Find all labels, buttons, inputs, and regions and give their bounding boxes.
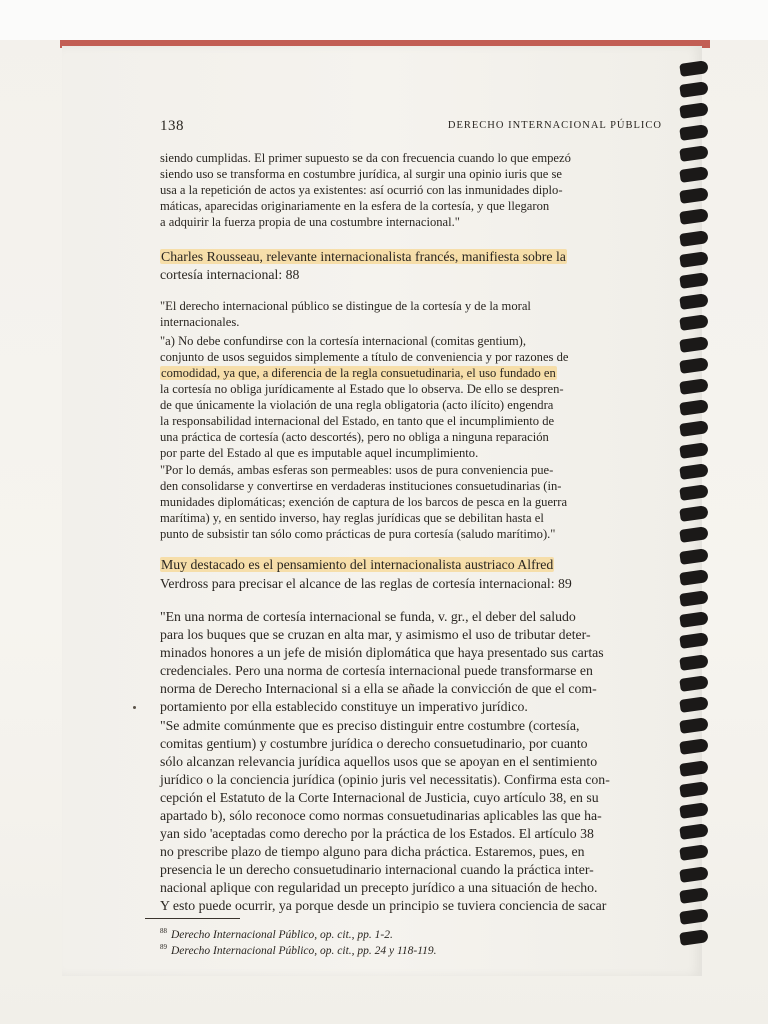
body-line: jurídico o la conciencia jurídica (opinio juris vel necessitatis). Confirma esta con- <box>160 772 610 787</box>
binding-ring <box>679 929 709 946</box>
binding-ring <box>679 209 709 226</box>
binding-ring <box>679 399 709 416</box>
footnote <box>160 940 437 958</box>
body-line: comitas gentium) y costumbre jurídica o derecho consuetudinario, por cuanto <box>160 736 588 751</box>
binding-ring <box>679 145 709 162</box>
binding-ring <box>679 696 709 713</box>
body-line: munidades diplomáticas; exención de captura de los barcos de pesca en la guerra <box>160 495 568 509</box>
highlight: Charles Rousseau, relevante internacionalista francés, manifiesta sobre la <box>161 249 566 264</box>
body-line <box>160 556 664 574</box>
body-line: la cortesía no obliga jurídicamente al Estado que lo observa. De ello se despren- <box>160 382 564 396</box>
binding-ring <box>679 187 709 204</box>
body-line: no prescribe plazo de tiempo alguno para dicha práctica. Estaremos, pues, en <box>160 844 585 859</box>
binding-ring <box>679 81 709 98</box>
footnote-text: Derecho Internacional Público, op. cit., pp. 1-2. <box>171 928 393 941</box>
highlight: comodidad, ya que, a diferencia de la regla consuetudinaria, el uso fundado en <box>161 366 556 380</box>
footnote-rule <box>145 918 240 919</box>
body-line: "a) No debe confundirse con la cortesía internacional (comitas gentium), <box>160 334 527 348</box>
binding-ring <box>679 505 709 522</box>
body-line: conjunto de usos seguidos simplemente a título de conveniencia y por razones de <box>160 350 569 364</box>
body-line: siendo uso se transforma en costumbre jurídica, al surgir una opinio iuris que se <box>160 167 562 181</box>
body-line: de que únicamente la violación de una regla obligatoria (acto ilícito) engendra <box>160 398 554 412</box>
body-line: yan sido 'aceptadas como derecho por la práctica de los Estados. El artículo 38 <box>160 826 594 841</box>
body-line: portamiento por ella establecido constituye un imperativo jurídico. <box>160 699 528 714</box>
binding-ring <box>679 124 709 141</box>
body-line: por parte del Estado al que es imputable aquel incumplimiento. <box>160 446 479 460</box>
footnote-text: Derecho Internacional Público, op. cit., pp. 24 y 118-119. <box>171 944 437 957</box>
binding-ring <box>679 548 709 565</box>
binding-ring <box>679 527 709 544</box>
body-line: punto de subsistir tan sólo como prácticas de pura cortesía (saludo marítimo)." <box>160 527 556 541</box>
body-line: la responsabilidad internacional del Estado, en tanto que el incumplimiento de <box>160 414 555 428</box>
body-line: marítima) y, en sentido inverso, hay reglas jurídicas que se debilitan hasta el <box>160 511 544 525</box>
binding-ring <box>679 802 709 819</box>
binding-ring <box>679 442 709 459</box>
body-line: norma de Derecho Internacional si a ella se añade la convicción de que el com- <box>160 681 597 696</box>
running-head: DERECHO INTERNACIONAL PÚBLICO <box>447 120 662 131</box>
body-line: a adquirir la fuerza propia de una costumbre internacional." <box>160 215 460 229</box>
body-line: "Por lo demás, ambas esferas son permeables: usos de pura conveniencia pue- <box>160 463 554 477</box>
body-line: sólo alcanzan relevancia jurídica aquellos usos que se apoyan en el sentimiento <box>160 754 598 769</box>
body-line: usa a la repetición de actos ya existentes: así ocurrió con las inmunidades diplo- <box>160 183 563 197</box>
binding-ring <box>679 823 709 840</box>
binding-ring <box>679 336 709 353</box>
body-line: nacional aplique con regularidad un precepto jurídico a una situación de hecho. <box>160 880 598 895</box>
body-line: credenciales. Pero una norma de cortesía internacional puede transformarse en <box>160 663 593 678</box>
ink-mark <box>133 706 136 709</box>
body-line: para los buques que se cruzan en alta mar, y asimismo el uso de tributar deter- <box>160 627 591 642</box>
body-line: cortesía internacional: 88 <box>160 267 300 282</box>
binding-ring <box>679 230 709 247</box>
binding-ring <box>679 272 709 289</box>
binding-ring <box>679 781 709 798</box>
binding-ring <box>679 60 709 77</box>
body-line <box>160 248 664 266</box>
spiral-binding <box>676 50 716 950</box>
binding-ring <box>679 293 709 310</box>
body-line: Y esto puede ocurrir, ya porque desde un principio se tuviera conciencia de sacar <box>160 898 607 913</box>
body-line: presencia le un derecho consuetudinario internacional cuando la práctica inter- <box>160 862 594 877</box>
body-line: "Se admite comúnmente que es preciso distinguir entre costumbre (cortesía, <box>160 718 580 733</box>
body-line: cepción el Estatuto de la Corte Internacional de Justicia, cuyo artículo 38, en su <box>160 790 599 805</box>
binding-ring <box>679 887 709 904</box>
binding-ring <box>679 611 709 628</box>
binding-ring <box>679 760 709 777</box>
body-line: "En una norma de cortesía internacional se funda, v. gr., el deber del saludo <box>160 609 576 624</box>
body-line: "El derecho internacional público se distingue de la cortesía y de la moral <box>160 299 531 313</box>
binding-ring <box>679 590 709 607</box>
body-line: minados honores a un jefe de misión diplomática que haya presentado sus cartas <box>160 645 604 660</box>
binding-ring <box>679 654 709 671</box>
binding-ring <box>679 421 709 438</box>
highlight: Muy destacado es el pensamiento del internacionalista austriaco Alfred <box>161 557 554 572</box>
body-line <box>160 365 664 381</box>
body-line: siendo cumplidas. El primer supuesto se da con frecuencia cuando lo que empezó <box>160 151 571 165</box>
binding-ring <box>679 739 709 756</box>
top-margin <box>0 0 768 40</box>
binding-ring <box>679 166 709 183</box>
footnote-mark: 88 <box>160 927 167 935</box>
body-line: máticas, aparecidas originariamente en la esfera de la cortesía, y que llegaron <box>160 199 550 213</box>
body-line: apartado b), sólo reconoce como normas consuetudinarias aplicables las que ha- <box>160 808 602 823</box>
binding-ring <box>679 717 709 734</box>
binding-ring <box>679 845 709 862</box>
body-line: una práctica de cortesía (acto descortés), pero no obliga a ninguna reparación <box>160 430 549 444</box>
binding-ring <box>679 908 709 925</box>
body-line: internacionales. <box>160 315 240 329</box>
binding-ring <box>679 103 709 120</box>
binding-ring <box>679 357 709 374</box>
binding-ring <box>679 675 709 692</box>
binding-ring <box>679 633 709 650</box>
binding-ring <box>679 378 709 395</box>
binding-ring <box>679 315 709 332</box>
binding-ring <box>679 251 709 268</box>
footnote-mark: 89 <box>160 943 167 951</box>
body-line: den consolidarse y convertirse en verdaderas instituciones consuetudinarias (in- <box>160 479 562 493</box>
page-number: 138 <box>160 118 184 134</box>
binding-ring <box>679 463 709 480</box>
binding-ring <box>679 484 709 501</box>
page-header <box>160 118 662 138</box>
binding-ring <box>679 569 709 586</box>
body-line: Verdross para precisar el alcance de las reglas de cortesía internacional: 89 <box>160 576 572 591</box>
binding-ring <box>679 866 709 883</box>
